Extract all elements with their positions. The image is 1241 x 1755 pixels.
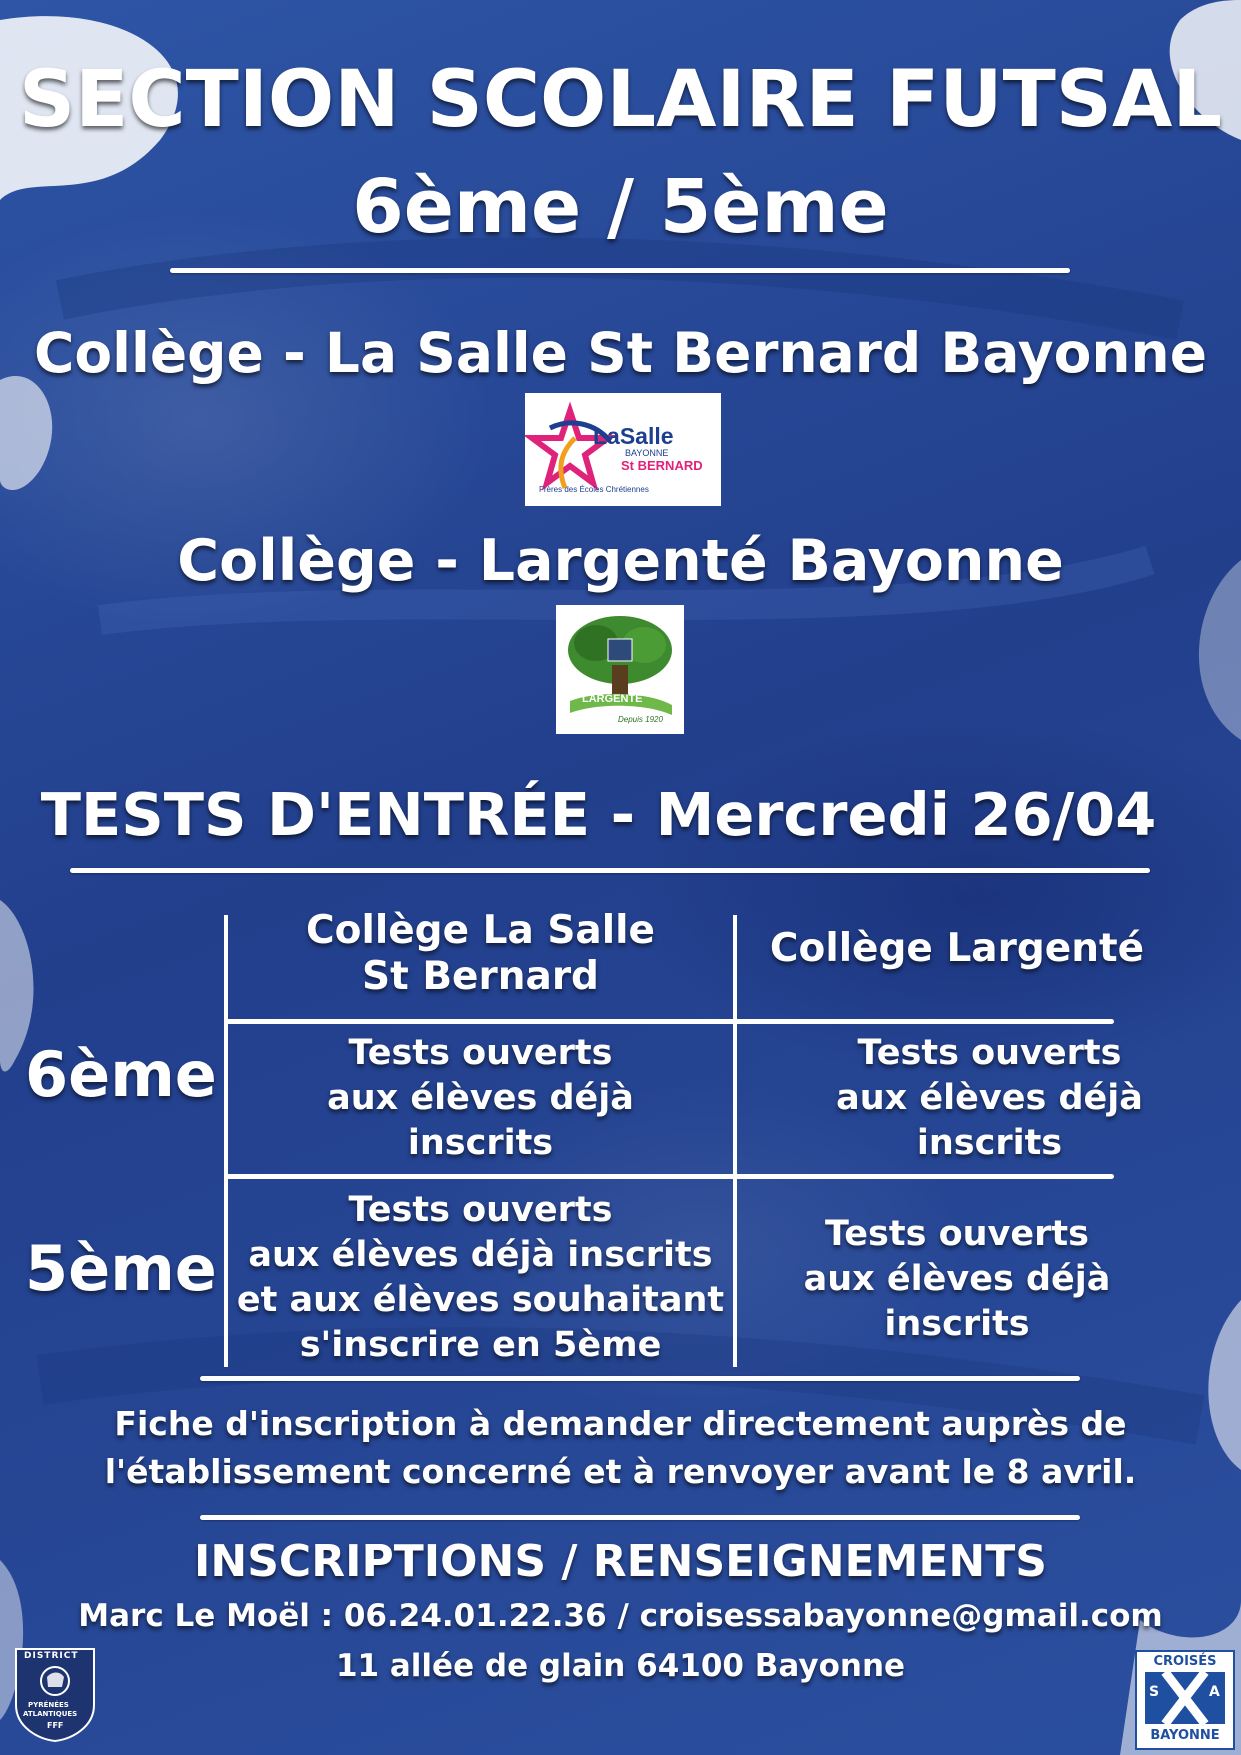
row-label-6eme: 6ème bbox=[25, 1038, 217, 1111]
cell-5eme-largente: Tests ouverts aux élèves déjà inscrits bbox=[803, 1214, 1111, 1344]
school-name-lasalle: Collège - La Salle St Bernard Bayonne bbox=[33, 321, 1208, 385]
page-subtitle: 6ème / 5ème bbox=[352, 164, 889, 250]
column-header-lasalle: Collège La Salle St Bernard bbox=[306, 908, 655, 999]
school-name-largente: Collège - Largenté Bayonne bbox=[177, 528, 1064, 594]
lasalle-logo-tagline: Frères des Écoles Chrétiennes bbox=[539, 485, 649, 494]
page-title: SECTION SCOLAIRE FUTSAL bbox=[18, 55, 1223, 145]
cell-6eme-lasalle: Tests ouverts aux élèves déjà inscrits bbox=[327, 1033, 634, 1163]
table-hline bbox=[224, 1174, 1114, 1179]
club-logo: CROISÉS S A BAYONNE bbox=[1135, 1650, 1235, 1750]
largente-logo-text: LARGENTÉ bbox=[582, 693, 643, 705]
contact-address: 11 allée de glain 64100 Bayonne bbox=[335, 1648, 906, 1684]
largente-logo-since: Depuis 1920 bbox=[618, 715, 663, 724]
divider bbox=[70, 868, 1150, 873]
cell-5eme-lasalle: Tests ouverts aux élèves déjà inscrits et aux élèves souhaitant s'inscrire en 5ème bbox=[236, 1190, 725, 1365]
registration-note: Fiche d'inscription à demander directement auprès de l'établissement concerné et à renvoyer avant le 8 avril. bbox=[104, 1404, 1137, 1491]
divider bbox=[200, 1515, 1080, 1520]
cell-6eme-largente: Tests ouverts aux élèves déjà inscrits bbox=[836, 1033, 1143, 1163]
divider bbox=[200, 1376, 1080, 1381]
table-hline bbox=[224, 1019, 1114, 1024]
lasalle-logo bbox=[525, 393, 721, 506]
district-logo: DISTRICT PYRÉNÉES ATLANTIQUES FFF bbox=[12, 1643, 98, 1743]
tests-heading: TESTS D'ENTRÉE - Mercredi 26/04 bbox=[40, 780, 1157, 849]
largente-logo bbox=[556, 605, 684, 734]
contact-heading: INSCRIPTIONS / RENSEIGNEMENTS bbox=[194, 1536, 1047, 1587]
lasalle-logo-city: BAYONNE bbox=[625, 448, 669, 458]
lasalle-logo-text: LaSalle bbox=[593, 423, 674, 449]
lasalle-logo-stbernard: St BERNARD bbox=[621, 458, 703, 473]
divider bbox=[170, 268, 1070, 273]
contact-phone-email: Marc Le Moël : 06.24.01.22.36 / croisessabayonne@gmail.com bbox=[78, 1598, 1163, 1634]
column-header-largente: Collège Largenté bbox=[769, 926, 1145, 971]
row-label-5eme: 5ème bbox=[25, 1232, 217, 1305]
